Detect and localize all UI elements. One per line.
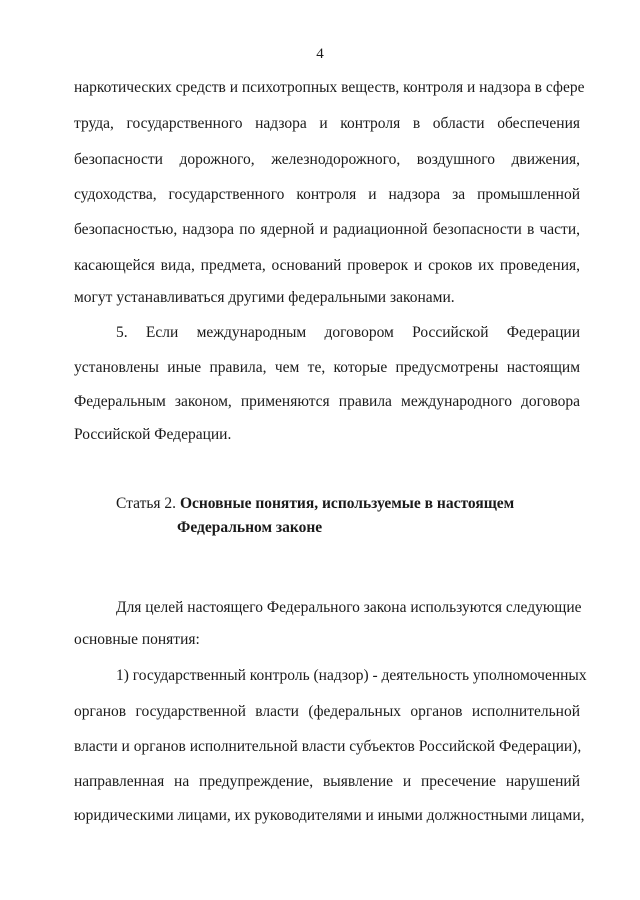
paragraph-5-first-line: 5. Если международным договором Российской Федерации <box>116 324 580 341</box>
definition-1-first-line: 1) государственный контроль (надзор) - деятельность уполномоченных <box>116 667 587 684</box>
text-line: установлены иные правила, чем те, которые предусмотрены настоящим <box>74 359 580 376</box>
text-line: наркотических средств и психотропных веществ, контроля и надзора в сфере <box>74 79 585 96</box>
article-heading <box>116 494 514 514</box>
text-line: юридическими лицами, их руководителями и иными должностными лицами, <box>74 807 585 824</box>
article-title: Основные понятия, используемые в настоящем <box>179 495 515 512</box>
text-line: судоходства, государственного контроля и надзора за промышленной <box>74 186 580 203</box>
text-line: органов государственной власти (федеральных органов исполнительной <box>74 703 580 720</box>
text-line: Российской Федерации. <box>74 426 232 443</box>
text-line: труда, государственного надзора и контроля в области обеспечения <box>74 115 580 132</box>
page-number: 4 <box>316 46 324 62</box>
definitions-intro: Для целей настоящего Федерального закона используются следующие <box>116 599 582 616</box>
text-line: могут устанавливаться другими федеральными законами. <box>74 289 455 306</box>
article-label: Статья 2. <box>116 495 177 512</box>
text-line: власти и органов исполнительной власти субъектов Российской Федерации), <box>74 738 582 755</box>
article-title-continued: Федеральном законе <box>177 519 323 536</box>
text-line: Федеральным законом, применяются правила международного договора <box>74 393 580 410</box>
text-line: касающейся вида, предмета, оснований проверок и сроков их проведения, <box>74 257 580 274</box>
text-line: направленная на предупреждение, выявление и пресечение нарушений <box>74 773 580 790</box>
text-line: безопасности дорожного, железнодорожного, воздушного движения, <box>74 151 580 168</box>
text-line: безопасностью, надзора по ядерной и радиационной безопасности в части, <box>74 221 580 238</box>
text-line: основные понятия: <box>74 631 200 648</box>
